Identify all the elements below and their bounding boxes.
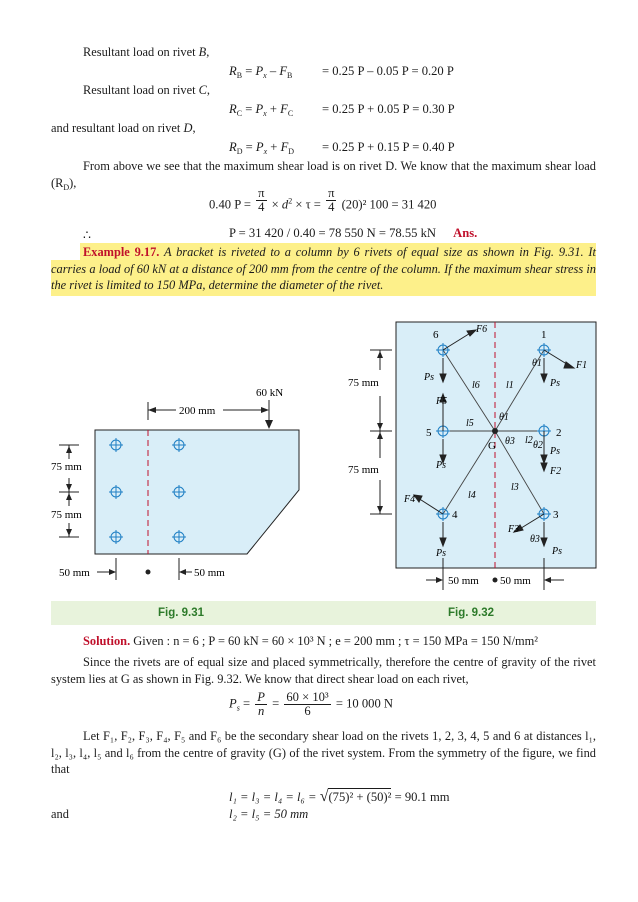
f5-label: F5 <box>436 396 448 407</box>
eq-ps: $P_s$ = $\frac{P}{n}$ = $\frac{\text{60 × 10³}}{6}$ = 10 000 N <box>229 690 394 718</box>
rivet-b-result: = 0.25 P – 0.05 P = 0.20 P <box>322 64 454 78</box>
ps-label-3: Ps <box>552 546 562 557</box>
dim-75-bottom-32: 75 mm <box>348 464 379 476</box>
theta3-bottom: θ3 <box>530 534 540 545</box>
solution-label: Solution. <box>83 634 131 648</box>
eq-ps-lhs: P <box>229 696 237 711</box>
rivet-label-1: 1 <box>541 329 547 341</box>
solution-paragraph <box>51 633 596 650</box>
ps-label-4: Ps <box>436 548 446 559</box>
l6-label: l6 <box>472 380 480 391</box>
rivet-label-5: 5 <box>426 427 432 439</box>
rivet-label-4: 4 <box>452 509 458 521</box>
l1-label: l1 <box>506 380 514 391</box>
rivet-c-result: = 0.25 P + 0.05 P = 0.30 P <box>322 102 455 116</box>
l3-label: l3 <box>511 482 519 493</box>
eq-l1: l₁ = l₃ = l₄ = l₆ = √(75)² + (50)² = 90.1 mm <box>229 788 450 805</box>
rivet-d-result: = 0.25 P + 0.15 P = 0.40 P <box>322 140 455 154</box>
solution-given: Given : n = 6 ; P = 60 kN = 60 × 10³ N ; e = 200 mm ; τ = 150 MPa = 150 N/mm² <box>133 634 539 648</box>
rivet-b-intro: Resultant load on rivet <box>83 45 196 59</box>
ps-label-2: Ps <box>550 446 560 457</box>
max-shear-paragraph: From above we see that the maximum shear load is on rivet D. We know that the maximum shear load $(R_D)$, <box>51 159 596 192</box>
l2-label: l2 <box>525 435 533 446</box>
f2-label: F2 <box>550 466 562 477</box>
eq-p-text: P = 31 420 / 0.40 = 78 550 N = 78.55 kN <box>229 226 436 240</box>
eq-ps-den2: 6 <box>304 704 311 718</box>
example-text: A bracket is riveted to a column by 6 rivets of equal size as shown in Fig. 9.31. It carries a load of 60 kN at a distance of 200 mm from the centre of the column. If the maximum shear stress in the rivet is limited to 150 MPa, determine the diameter of the rivet. <box>51 245 596 293</box>
dim-75-top: 75 mm <box>51 461 82 473</box>
max-shear-text: From above we see that the maximum shear load is on rivet D. We know that the maximum shear load (R <box>51 159 596 190</box>
f4-label: F4 <box>404 494 416 505</box>
rivet-d-equation: $R_D = P_x + F_D$ <box>229 140 295 156</box>
therefore-symbol: ∴ <box>83 228 91 242</box>
rivet-b-equation: $R_B = P_x - F_B$ <box>229 64 293 80</box>
example-paragraph <box>51 244 596 294</box>
load-arrowhead <box>265 420 273 429</box>
and-label: and <box>51 807 69 821</box>
plate <box>396 322 596 568</box>
rivet-label-6: 6 <box>433 329 439 341</box>
rivet-d-line: and resultant load on rivet D, <box>51 121 196 135</box>
bracket-plate <box>95 430 299 554</box>
figure-9-31 <box>51 380 311 585</box>
theta3-g: θ3 <box>505 436 515 447</box>
symmetric-paragraph <box>51 654 596 687</box>
eq-ps-num2: 60 × 10³ <box>286 690 329 704</box>
rivet-b-letter: B <box>198 45 207 59</box>
rivet-d-letter: D <box>183 121 193 135</box>
fig-9-31-caption: Fig. 9.31 <box>158 607 205 619</box>
ps-label-1: Ps <box>550 378 560 389</box>
rivet-d-intro: and resultant load on rivet <box>51 121 181 135</box>
answer-label: Ans. <box>453 226 478 240</box>
eq-p-final <box>229 227 477 240</box>
dim-75-top-32: 75 mm <box>348 377 379 389</box>
eq-l1-lhs: l₁ = l₃ = l₄ = l₆ = <box>229 790 317 804</box>
cg-label: G <box>488 440 496 452</box>
dim-75-bottom: 75 mm <box>51 509 82 521</box>
example-title: Example 9.17. <box>83 245 160 259</box>
rivet-label-3: 3 <box>553 509 559 521</box>
ps-label-5: Ps <box>436 460 446 471</box>
eq-l1-root: (75)² + (50)² <box>328 790 392 804</box>
f1-label: F1 <box>576 360 588 371</box>
rivet-c-equation: $R_C = P_x + F_C$ <box>229 102 294 118</box>
eq-l1-value: = 90.1 mm <box>394 790 450 804</box>
caption-band <box>51 601 596 625</box>
eq-ps-rhs: = 10 000 N <box>335 696 394 711</box>
dim-50-left-32: 50 mm <box>448 575 479 587</box>
l4-label: l4 <box>468 490 476 501</box>
eq-ps-num1: P <box>257 690 265 704</box>
rivet-c-letter: C <box>198 83 207 97</box>
f3-label: F3 <box>508 524 520 535</box>
eq-ps-den1: n <box>257 704 265 718</box>
let-text: Let F₁, F₂, F₃, F₄, F₅ and F₆ be the secondary shear load on the rivets 1, 2, 3, 4, 5 and 6 at distances l₁, l₂, l₃, l₄, l₅ and l₆ from the centre of gravity (G) of the rivet system. From the symmetry of the figure, we find that <box>51 729 596 777</box>
load-label: 60 kN <box>256 387 284 399</box>
let-paragraph <box>51 728 596 778</box>
theta2-label: θ2 <box>533 440 543 451</box>
rivet-label-2: 2 <box>556 427 562 439</box>
dim-200: 200 mm <box>179 405 216 417</box>
theta1-top: θ1 <box>532 358 542 369</box>
eq-040-lhs: 0.40 P = <box>209 197 251 212</box>
dim-50-right: 50 mm <box>194 567 225 579</box>
ps-label-6: Ps <box>424 372 434 383</box>
eq-l2: l₂ = l₅ = 50 mm <box>229 807 309 821</box>
rivet-c-intro: Resultant load on rivet <box>83 83 196 97</box>
dim-50-left: 50 mm <box>59 567 90 579</box>
figure-9-32 <box>340 318 600 593</box>
dim-50-right-32: 50 mm <box>500 575 531 587</box>
eq-040-rhs: (20)² 100 = 31 420 <box>341 197 437 212</box>
symmetric-text: Since the rivets are of equal size and placed symmetrically, therefore the centre of gravity of the rivet system lies at G as shown in Fig. 9.32. We know that direct shear load on each rivet, <box>51 655 596 686</box>
rivet-c-line: Resultant load on rivet C, <box>83 83 211 97</box>
eq-040: 0.40 P = $\frac{\pi}{4}$ × $d^2 \times \tau$ = $\frac{\pi}{4}$ (20)² 100 = 31 420 <box>209 186 437 214</box>
cg-point <box>492 428 498 434</box>
theta1-g: θ1 <box>499 412 509 423</box>
fig-9-32-caption: Fig. 9.32 <box>448 607 495 619</box>
f6-label: F6 <box>476 324 488 335</box>
l5-label: l5 <box>466 418 474 429</box>
rivet-b-line: Resultant load on rivet B, <box>83 45 210 59</box>
